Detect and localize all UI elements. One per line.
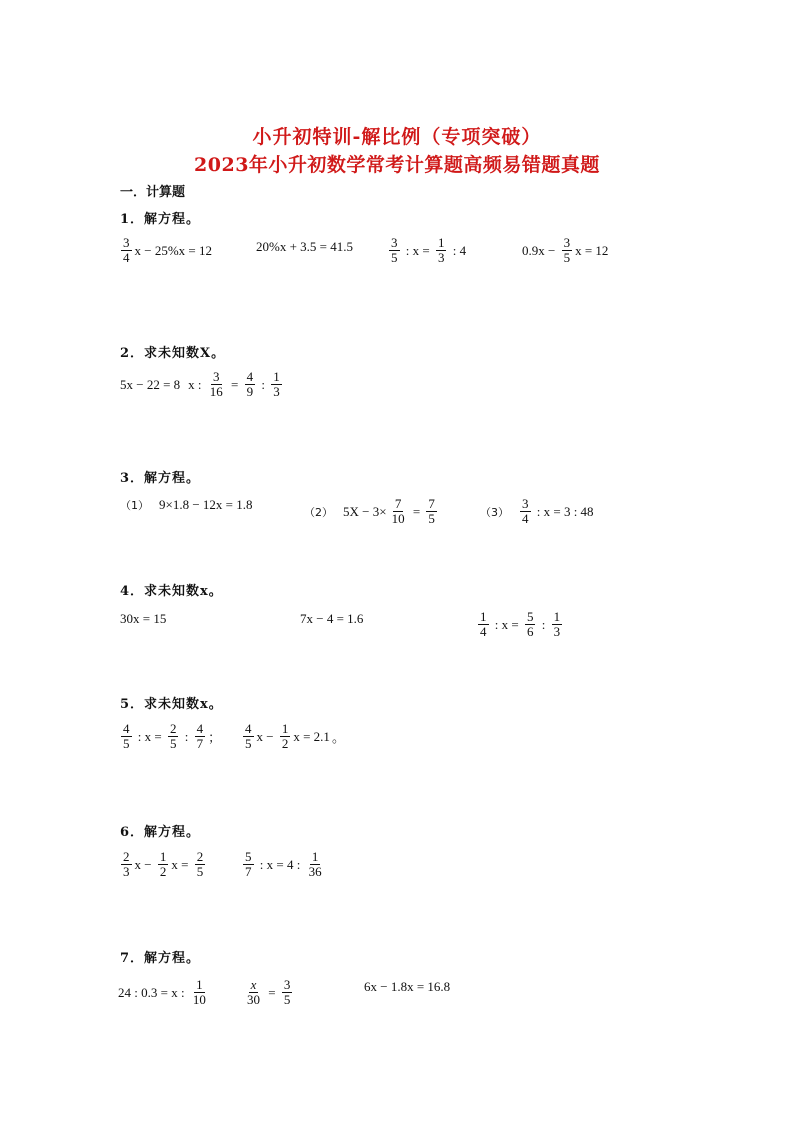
fraction: $\frac{3}{16}$: [209, 369, 223, 399]
q1-equation-3: $\frac{3}{5}$ : x = $\frac{1}{3}$ : 4: [391, 235, 467, 265]
q1-equation-1: $\frac{3}{4}$ x − 25%x = 12: [123, 235, 212, 265]
fraction: $\frac{5}{7}$: [245, 849, 252, 879]
q3-equation-1: （1） 9×1.8 − 12x = 1.8: [120, 497, 253, 512]
fraction: $\frac{3}{5}$: [391, 235, 398, 265]
q7-equation-3: 6x − 1.8x = 16.8: [364, 979, 451, 994]
question-4-heading: 4．求未知数x。: [120, 584, 223, 599]
q4-equation-2: 7x − 4 = 1.6: [300, 611, 364, 626]
fraction: $\frac{2}{3}$: [123, 849, 130, 879]
fraction: $\frac{2}{5}$: [196, 849, 204, 879]
title-line-2: 2023年小升初数学常考计算题高频易错题真题: [194, 154, 600, 176]
fraction: $\frac{4}{5}$: [123, 721, 130, 751]
q7-equation-1: 24 : 0.3 = x : $\frac{1}{10}$: [118, 977, 206, 1007]
item-label: （1）: [120, 499, 149, 512]
fraction: $\frac{3}{4}$: [123, 235, 130, 265]
title-line-1: 小升初特训-解比例（专项突破）: [252, 126, 542, 148]
fraction: $\frac{4}{9}$: [246, 369, 254, 399]
fraction: $\frac{x}{30}$: [247, 977, 260, 1007]
item-label: （2）: [304, 505, 333, 519]
section-heading: 一．计算题: [120, 185, 186, 200]
question-3-heading: 3．解方程。: [120, 471, 201, 486]
fraction: $\frac{4}{5}$: [245, 721, 252, 751]
q4-equation-3: $\frac{1}{4}$ : x = $\frac{5}{6}$ : $\frac{1}{3}$: [480, 609, 561, 639]
fraction: $\frac{2}{5}$: [169, 721, 177, 751]
fraction: $\frac{3}{5}$: [283, 977, 291, 1007]
q1-equation-4: 0.9x − $\frac{3}{5}$ x = 12: [522, 235, 609, 265]
question-1-heading: 1．解方程。: [120, 212, 201, 227]
fraction: $\frac{1}{2}$: [159, 849, 167, 879]
q1-equation-2: 20%x + 3.5 = 41.5: [256, 239, 353, 254]
question-7-heading: 7．解方程。: [120, 951, 201, 966]
fraction: $\frac{1}{3}$: [437, 235, 445, 265]
fraction: $\frac{4}{7}$: [196, 721, 204, 751]
fraction: $\frac{5}{6}$: [526, 609, 534, 639]
q6-equation-2: $\frac{5}{7}$ : x = 4 : $\frac{1}{36}$: [245, 849, 322, 879]
fraction: $\frac{1}{10}$: [192, 977, 206, 1007]
question-5-heading: 5．求未知数x。: [120, 697, 223, 712]
q2-equations: 5x − 22 = 8 x : $\frac{3}{16}$ = $\frac{4}{9}$ : $\frac{1}{3}$: [120, 369, 280, 399]
q3-equation-2: （2） 5X − 3× $\frac{7}{10}$ = $\frac{7}{5}$: [304, 496, 435, 526]
fraction: $\frac{1}{3}$: [553, 609, 561, 639]
q7-equation-2: $\frac{x}{30}$ = $\frac{3}{5}$: [247, 977, 291, 1007]
fraction: $\frac{3}{4}$: [522, 496, 529, 526]
fraction: $\frac{1}{2}$: [281, 721, 289, 751]
fraction: $\frac{7}{5}$: [428, 496, 435, 526]
fraction: $\frac{7}{10}$: [391, 496, 405, 526]
question-6-heading: 6．解方程。: [120, 825, 201, 840]
fraction: $\frac{3}{5}$: [563, 235, 571, 265]
q5-equation-2: $\frac{4}{5}$ x − $\frac{1}{2}$ x = 2.1 。: [245, 721, 345, 751]
fraction: $\frac{1}{36}$: [308, 849, 322, 879]
q4-equation-1: 30x = 15: [120, 611, 167, 626]
fraction: $\frac{1}{3}$: [273, 369, 280, 399]
fraction: $\frac{1}{4}$: [480, 609, 487, 639]
question-2-heading: 2．求未知数X。: [120, 346, 226, 361]
q6-equation-1: $\frac{2}{3}$ x − $\frac{1}{2}$ x = $\frac{2}{5}$: [123, 849, 204, 879]
item-label: （3）: [480, 505, 509, 519]
q5-equation-1: $\frac{4}{5}$ : x = $\frac{2}{5}$ : $\frac{4}{7}$ ；: [123, 721, 222, 751]
q3-equation-3: （3） $\frac{3}{4}$ : x = 3 : 48: [480, 496, 594, 526]
